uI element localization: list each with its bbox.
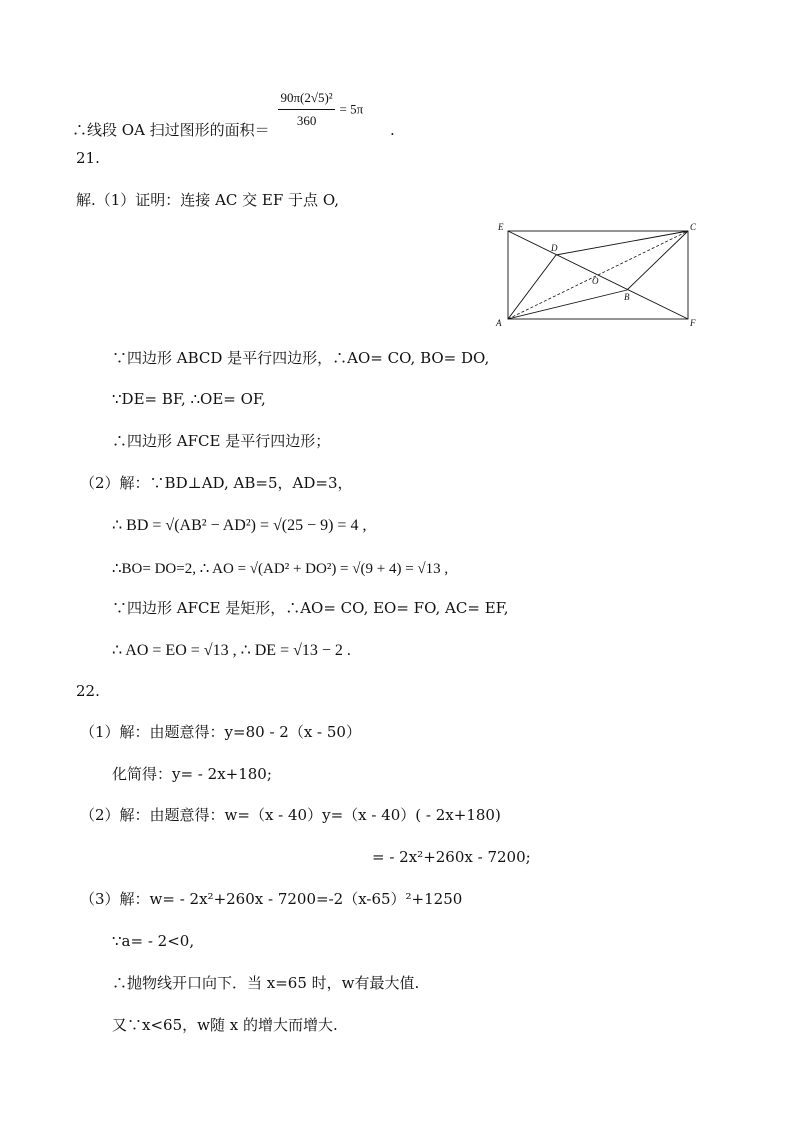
label-E: E: [498, 222, 504, 232]
q22-part3-increase: 又∵x<65，w随 x 的增大而增大.: [112, 1016, 338, 1034]
q22-part3-a: ∵a= - 2<0,: [112, 932, 195, 950]
label-F: F: [690, 318, 696, 328]
q22-part3: （3）解：w= - 2x²+260x - 7200=-2（x-65）²+1250: [80, 890, 463, 908]
area-fraction: [278, 88, 334, 131]
q22-part2: （2）解：由题意得：w=（x - 40）y=（x - 40）( - 2x+180): [80, 806, 501, 824]
area-line: [72, 88, 395, 139]
q22-part3-parabola: ∴抛物线开口向下．当 x=65 时，w有最大值.: [112, 974, 420, 992]
area-fraction-numerator: 90π(2√5)²: [278, 88, 334, 110]
area-prefix: ∴线段 OA 扫过图形的面积＝: [72, 120, 270, 139]
q21-part2-intro: （2）解：∵BD⊥AD, AB=5，AD=3，: [80, 474, 353, 492]
label-D: D: [551, 243, 558, 253]
label-B: B: [624, 292, 630, 302]
q21-line-1: ∵四边形 ABCD 是平行四边形，∴AO= CO, BO= DO,: [112, 349, 490, 367]
parallelogram-rectangle-diagram: [490, 218, 705, 333]
area-result: = 5π: [339, 101, 364, 117]
question-21-number: 21.: [76, 149, 100, 167]
q21-line-2: ∵DE= BF, ∴OE= OF,: [112, 390, 266, 408]
q22-part1: （1）解：由题意得：y=80 - 2（x - 50）: [80, 723, 361, 741]
q21-rectangle-line: ∵四边形 AFCE 是矩形，∴AO= CO, EO= FO, AC= EF,: [112, 599, 509, 617]
area-fraction-denominator: 360: [296, 113, 317, 128]
question-22-number: 22.: [76, 682, 100, 700]
q21-ao-calc: ∴BO= DO=2, ∴ AO = √(AD² + DO²) = √(9 + 4) = √13 ,: [112, 561, 449, 577]
q21-de-result: ∴ AO = EO = √13 , ∴ DE = √13 − 2 .: [112, 642, 351, 659]
q21-line-3: ∴四边形 AFCE 是平行四边形；: [112, 432, 331, 450]
area-end: .: [389, 120, 395, 139]
segment-BC: [627, 231, 688, 290]
q22-part1-simplified: 化简得：y= - 2x+180;: [112, 765, 272, 783]
q22-part2-result: = - 2x²+260x - 7200;: [372, 848, 531, 866]
segment-AB: [508, 290, 627, 319]
segment-DC: [556, 231, 688, 255]
label-C: C: [690, 222, 697, 232]
label-O: O: [592, 276, 599, 286]
label-A: A: [496, 318, 502, 328]
question-21-intro: 解.（1）证明：连接 AC 交 EF 于点 O,: [76, 191, 340, 209]
q21-bd-calc: ∴ BD = √(AB² − AD²) = √(25 − 9) = 4 ,: [112, 517, 367, 534]
